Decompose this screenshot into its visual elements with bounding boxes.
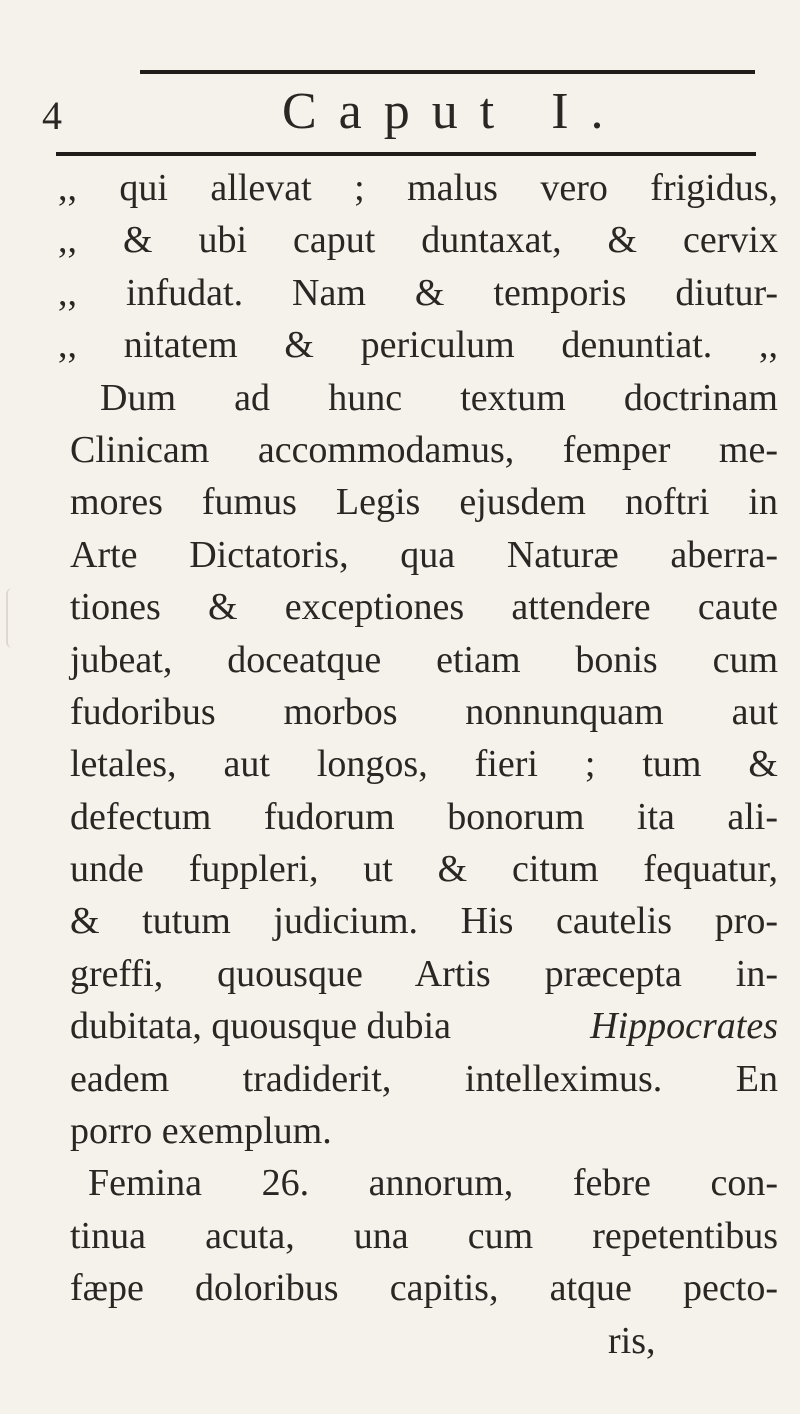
margin-mark [6,588,18,648]
text-line: porro exemplum. [70,1110,332,1153]
text-line: tiones & exceptiones attendere caute [70,586,778,629]
text-line: Femina 26. annorum, febre con- [88,1162,778,1205]
text-line: unde fuppleri, ut & citum fequatur, [70,848,778,891]
text-line: mores fumus Legis ejusdem noftri in [70,481,778,524]
text-line-part: dubitata, quousque dubia [70,1005,451,1048]
text-line: Clinicam accommodamus, femper me- [70,428,778,471]
text-line: ,, & ubi caput duntaxat, & cervix [58,219,778,262]
header-rule-bottom [56,152,756,156]
header-rule-top [140,70,755,74]
text-line: ,, qui allevat ; malus vero frigidus, [58,167,778,209]
running-head: Caput I. [282,83,626,140]
text-line: ,, infudat. Nam & temporis diutur- [58,271,778,314]
page-number: 4 [42,93,62,138]
text-line: & tutum judicium. His cautelis pro- [70,900,778,943]
italic-word: Hippocrates [590,1005,778,1048]
text-line-with-italic [58,1000,778,1052]
text-line: jubeat, doceatque etiam bonis cum [70,638,778,681]
catchword: ris, [608,1319,656,1362]
page-header [42,80,752,140]
text-line: greffi, quousque Artis præcepta in- [70,952,778,995]
text-line: ,, nitatem & periculum denuntiat. ,, [58,324,778,367]
body-text [58,162,778,1367]
text-line: eadem tradiderit, intelleximus. En [70,1057,778,1100]
text-line: tinua acuta, una cum repetentibus [70,1214,778,1257]
text-line: defectum fudorum bonorum ita ali- [70,795,778,838]
text-line: Arte Dictatoris, qua Naturæ aberra- [70,533,778,576]
text-line: letales, aut longos, fieri ; tum & [70,743,778,786]
text-line: fæpe doloribus capitis, atque pecto- [70,1267,778,1310]
text-line: fudoribus morbos nonnunquam aut [70,690,778,733]
text-line: Dum ad hunc textum doctrinam [100,376,778,419]
